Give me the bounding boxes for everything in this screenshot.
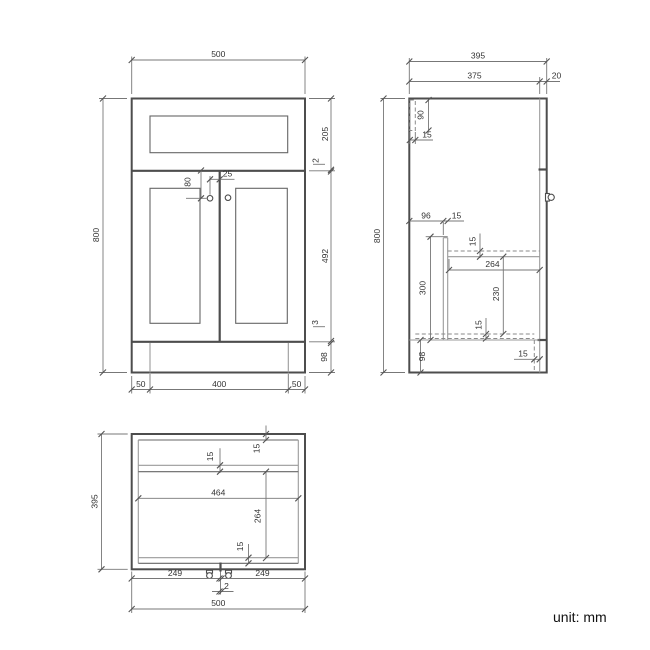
dim-side-door-thickness: 20 <box>551 70 562 81</box>
side-dim-ticks <box>381 59 550 376</box>
unit-note: unit: mm <box>553 609 607 625</box>
front-dimension-lines <box>103 60 331 390</box>
dim-side-height: 800 <box>372 228 382 244</box>
dim-plan-depth: 395 <box>89 494 100 509</box>
dim-side-rail-thickness: 15 <box>422 129 432 140</box>
dim-plan-width: 500 <box>211 598 226 608</box>
dim-plinth-inset-left: 50 <box>136 379 146 389</box>
dim-handle-vertical-offset: 80 <box>182 177 193 187</box>
dim-plan-front-rail-thickness: 15 <box>235 541 245 552</box>
dim-plan-left-door-width: 249 <box>167 568 183 578</box>
dim-side-plinth-inset: 15 <box>518 348 528 359</box>
front-view <box>91 49 335 394</box>
dim-side-bottom-thickness: 15 <box>473 320 484 330</box>
plan-right-door-knob <box>226 570 232 578</box>
dim-plan-rail-thickness: 15 <box>205 451 215 462</box>
dim-side-rail-height: 90 <box>415 110 426 120</box>
dim-side-runner-thickness: 15 <box>451 210 462 221</box>
front-drawer-panel <box>150 116 288 153</box>
dim-plan-inner-depth: 264 <box>252 508 263 524</box>
side-back-rail-hidden <box>410 100 416 131</box>
front-extension-lines <box>99 57 335 394</box>
dim-side-support-height: 300 <box>417 280 428 296</box>
dim-side-depth: 395 <box>470 50 486 61</box>
dim-side-shelf-depth: 264 <box>485 259 500 269</box>
plan-dim-ticks <box>99 431 309 612</box>
dim-side-shelf-thickness: 15 <box>467 236 478 247</box>
side-door-knob <box>546 194 555 202</box>
front-right-door-panel <box>236 188 288 323</box>
plan-extension-lines <box>98 426 306 614</box>
side-view <box>372 51 561 376</box>
dim-side-plinth-height: 98 <box>417 351 427 362</box>
plan-left-door-knob <box>207 570 213 578</box>
dim-front-bottom-gap: 3 <box>310 320 320 325</box>
dim-side-inner-height: 230 <box>491 286 501 302</box>
dim-front-door-height: 492 <box>320 248 330 264</box>
dim-front-height: 800 <box>91 227 101 243</box>
dim-plan-door-gap: 2 <box>224 581 229 591</box>
side-extension-lines <box>381 58 547 373</box>
plan-view <box>90 426 309 614</box>
dim-plan-back-thickness: 15 <box>251 443 262 454</box>
plan-cabinet-outline <box>132 434 305 569</box>
dim-plan-right-door-width: 249 <box>255 568 270 578</box>
dim-front-plinth-height: 98 <box>319 352 329 362</box>
left-door-knob <box>207 196 213 202</box>
dim-plan-inner-width: 464 <box>211 487 226 498</box>
dim-side-runner-offset: 96 <box>421 210 431 221</box>
dim-plinth-width: 400 <box>212 379 227 389</box>
dim-plinth-inset-right: 50 <box>291 379 302 389</box>
dim-front-width: 500 <box>211 49 226 59</box>
dim-front-drawer-height: 205 <box>320 126 330 142</box>
dim-front-top-gap: 2 <box>310 158 321 163</box>
dim-side-body-depth: 375 <box>467 70 482 81</box>
dim-handle-horizontal-offset: 25 <box>222 168 233 179</box>
front-cabinet-outline <box>132 99 305 373</box>
right-door-knob <box>225 195 231 201</box>
front-left-door-panel <box>150 188 200 323</box>
